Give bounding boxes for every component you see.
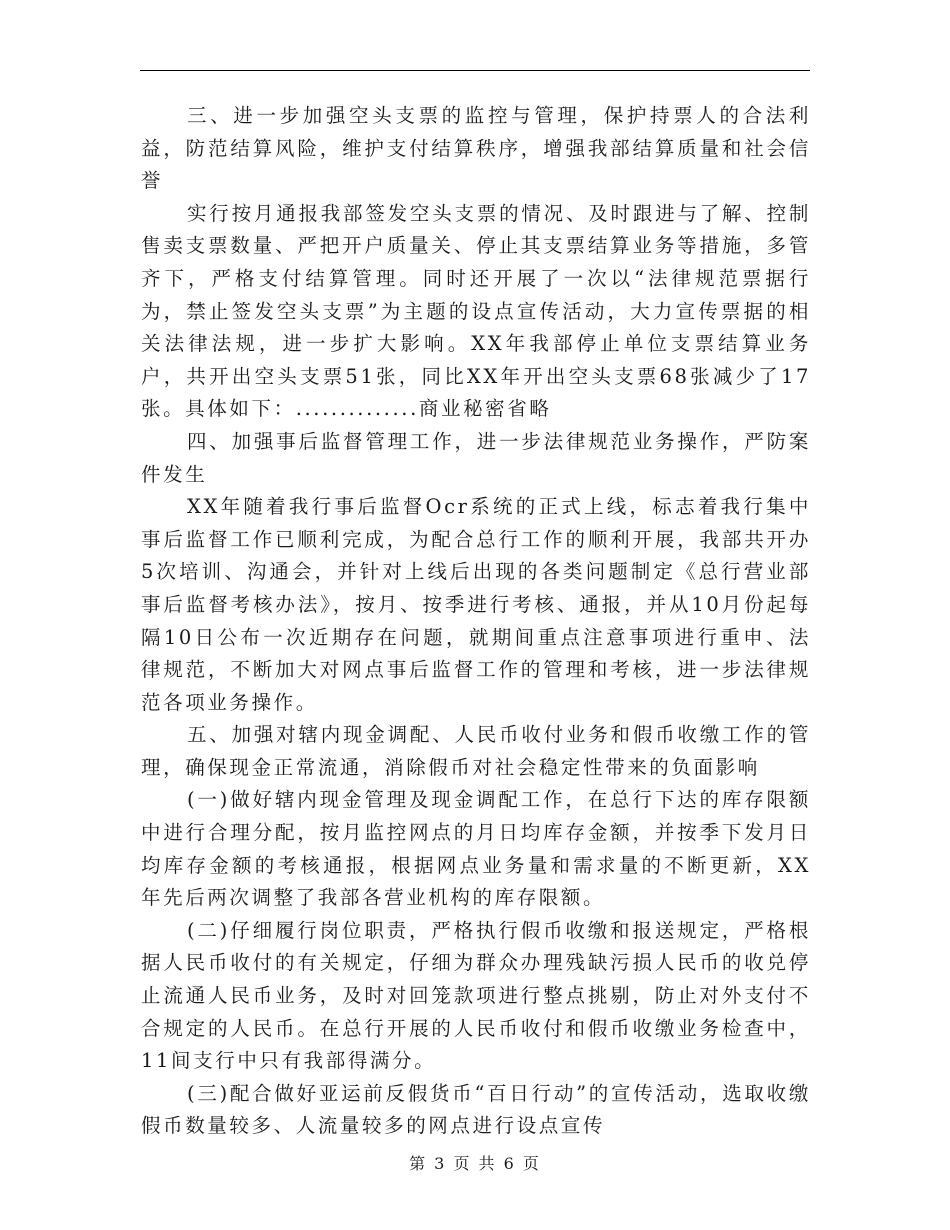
page-number-footer: 第 3 页 共 6 页 bbox=[409, 1154, 541, 1173]
paragraph: (一)做好辖内现金管理及现金调配工作，在总行下达的库存限额中进行合理分配，按月监控网点的月日均库存金额，并按季下发月日均库存金额的考核通报，根据网点业务量和需求量的不断更新，XX年先后两次调整了我部各营业机构的库存限额。 bbox=[141, 788, 811, 910]
section-heading-5: 五、加强对辖内现金调配、人民币收付业务和假币收缴工作的管理，确保现金正常流通，消除假币对社会稳定性带来的负面影响 bbox=[141, 723, 811, 779]
section-heading-4: 四、加强事后监督管理工作，进一步法律规范业务操作，严防案件发生 bbox=[141, 429, 811, 486]
paragraph: XX年随着我行事后监督Ocr系统的正式上线，标志着我行集中事后监督工作已顺利完成，为配合总行工作的顺利开展，我部共开办5次培训、沟通会，并针对上线后出现的各类问题制定《总行营业部事后监督考核办法》，按月、按季进行考核、通报，并从10月份起每隔10日公布一次近期存在问题，就期间重点注意事项进行重申、法律规范，不断加大对网点事后监督工作的管理和考核，进一步法律规范各项业务操作。 bbox=[141, 495, 811, 714]
paragraph: (三)配合做好亚运前反假货币“百日行动”的宣传活动，选取收缴假币数量较多、人流量较多的网点进行设点宣传 bbox=[141, 1081, 811, 1138]
paragraph: (二)仔细履行岗位职责，严格执行假币收缴和报送规定，严格根据人民币收付的有关规定，仔细为群众办理残缺污损人民币的收兑停止流通人民币业务，及时对回笼款项进行整点挑剔，防止对外支付不合规定的人民币。在总行开展的人民币收付和假币收缴业务检查中，11间支行中只有我部得满分。 bbox=[141, 918, 811, 1073]
paragraph: 实行按月通报我部签发空头支票的情况、及时跟进与了解、控制售卖支票数量、严把开户质量关、停止其支票结算业务等措施，多管齐下，严格支付结算管理。同时还开展了一次以“法律规范票据行为，禁止签发空头支票”为主题的设点宣传活动，大力宣传票据的相关法律法规，进一步扩大影响。XX年我部停止单位支票结算业务户，共开出空头支票51张，同比XX年开出空头支票68张减少了17张。具体如下：..............商业秘密省略 bbox=[141, 201, 811, 421]
section-heading-3: 三、进一步加强空头支票的监控与管理，保护持票人的合法利益，防范结算风险，维护支付结算秩序，增强我部结算质量和社会信誉 bbox=[141, 104, 811, 193]
header-rule bbox=[140, 70, 810, 71]
document-body bbox=[141, 100, 811, 1143]
